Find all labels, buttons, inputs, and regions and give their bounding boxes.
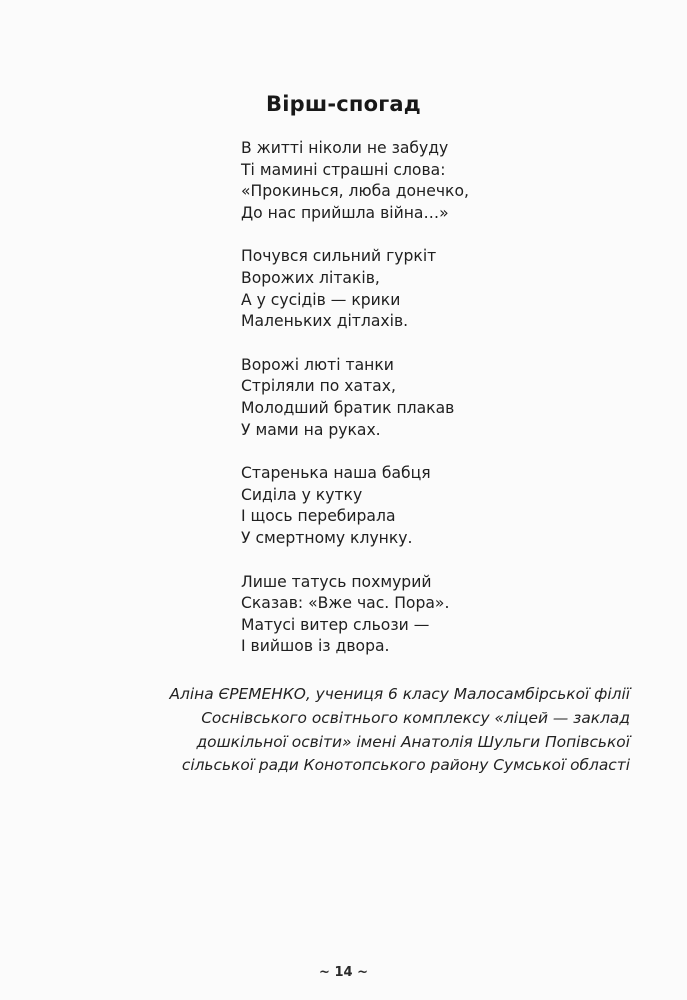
page-number: ~ 14 ~ bbox=[319, 965, 368, 980]
stanza bbox=[241, 463, 641, 549]
poem-line: У мами на руках. bbox=[241, 420, 381, 439]
poem-line: А у сусідів — крики bbox=[241, 290, 401, 309]
poem-line: І щось перебирала bbox=[241, 507, 396, 526]
stanza bbox=[241, 355, 641, 441]
poem-line: Лише татусь похмурий bbox=[241, 572, 432, 591]
attribution-line: Соснівського освітнього комплексу «ліцей — заклад bbox=[201, 708, 630, 727]
attribution-line: сільської ради Конотопського району Сумської області bbox=[181, 756, 630, 775]
poem-line: Старенька наша бабця bbox=[241, 464, 431, 483]
poem-line: «Прокинься, люба донечко, bbox=[241, 182, 469, 201]
poem-line: Почувся сильний гуркіт bbox=[241, 247, 437, 266]
poem-line: Ворожих літаків, bbox=[241, 268, 380, 287]
attribution-line: Аліна ЄРЕМЕНКО, учениця 6 класу Малосамбірської філії bbox=[169, 685, 630, 703]
poem-line: В житті ніколи не забуду bbox=[241, 139, 449, 157]
poem-line: Сказав: «Вже час. Пора». bbox=[241, 594, 450, 613]
poem-line: Стріляли по хатах, bbox=[241, 377, 396, 396]
poem-line: Маленьких дітлахів. bbox=[241, 312, 409, 331]
poem-line: І вийшов із двора. bbox=[241, 637, 390, 656]
poem-title: Вірш-спогад bbox=[266, 92, 421, 116]
poem-line: До нас прийшла війна…» bbox=[241, 203, 449, 222]
stanza bbox=[241, 246, 641, 332]
poem-line: Ті мамині страшні слова: bbox=[241, 160, 446, 179]
poem-body bbox=[241, 138, 641, 680]
poem-line: Матусі витер сльози — bbox=[241, 615, 430, 634]
stanza bbox=[241, 572, 641, 658]
poem-line: У смертному клунку. bbox=[241, 528, 413, 547]
author-attribution bbox=[70, 683, 630, 778]
attribution-line: дошкільної освіти» імені Анатолія Шульги Попівської bbox=[196, 732, 630, 751]
poem-line: Молодший братик плакав bbox=[241, 398, 455, 417]
poem-line: Сиділа у кутку bbox=[241, 485, 363, 504]
stanza bbox=[241, 138, 641, 224]
poem-line: Ворожі люті танки bbox=[241, 355, 394, 374]
